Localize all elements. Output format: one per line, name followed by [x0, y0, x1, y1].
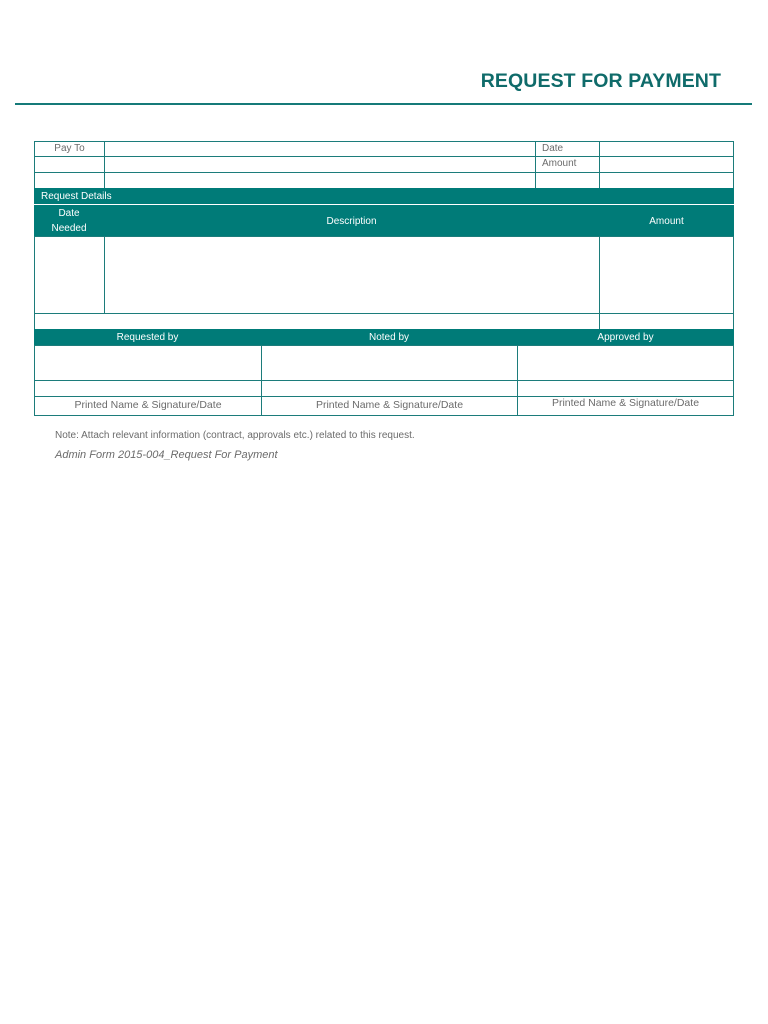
noted-by-caption: Printed Name & Signature/Date [315, 399, 464, 411]
amount-column-header [599, 205, 734, 237]
amount-column-label: Amount [649, 215, 684, 227]
title-divider [15, 103, 752, 105]
date-field[interactable] [599, 141, 734, 157]
info-blank-cell-1[interactable] [34, 156, 105, 173]
noted-by-header [261, 329, 518, 346]
info-blank-cell-4[interactable] [599, 172, 734, 189]
page-title: REQUEST FOR PAYMENT [480, 70, 721, 92]
form-code: Admin Form 2015-004_Request For Payment [55, 449, 278, 461]
attachment-note: Note: Attach relevant information (contract, approvals etc.) related to this request. [55, 430, 415, 441]
request-details-header [34, 188, 734, 205]
pay-to-field-line-3[interactable] [104, 172, 536, 189]
requested-by-signature-field[interactable] [34, 345, 262, 381]
requested-by-header [34, 329, 262, 346]
approved-by-signature-field[interactable] [517, 345, 734, 381]
amount-label: Amount [542, 158, 577, 169]
requested-by-date-field[interactable] [34, 380, 262, 397]
approved-by-header [517, 329, 734, 346]
date-needed-label: Date Needed [51, 208, 87, 234]
pay-to-field[interactable] [104, 141, 536, 157]
description-column-header [104, 205, 600, 237]
info-blank-cell-2[interactable] [34, 172, 105, 189]
pay-to-field-line-2[interactable] [104, 156, 536, 173]
details-total-row[interactable] [34, 313, 600, 330]
requested-by-caption: Printed Name & Signature/Date [74, 399, 222, 411]
approved-by-caption: Printed Name & Signature/Date [551, 397, 700, 409]
details-total-amount-field[interactable] [599, 313, 734, 330]
noted-by-signature-field[interactable] [261, 345, 518, 381]
date-needed-column-header [34, 205, 105, 237]
requested-by-label: Requested by [116, 332, 179, 343]
amount-detail-field[interactable] [599, 236, 734, 314]
date-needed-field[interactable] [34, 236, 105, 314]
noted-by-date-field[interactable] [261, 380, 518, 397]
date-label: Date [542, 143, 564, 154]
approved-by-date-field[interactable] [517, 380, 734, 397]
pay-to-label: Pay To [54, 143, 85, 154]
request-details-label: Request Details [41, 190, 112, 202]
description-field[interactable] [104, 236, 600, 314]
info-blank-cell-3[interactable] [535, 172, 600, 189]
approved-by-label: Approved by [597, 332, 654, 343]
description-label: Description [326, 215, 377, 227]
noted-by-label: Noted by [368, 332, 410, 343]
amount-field[interactable] [599, 156, 734, 173]
